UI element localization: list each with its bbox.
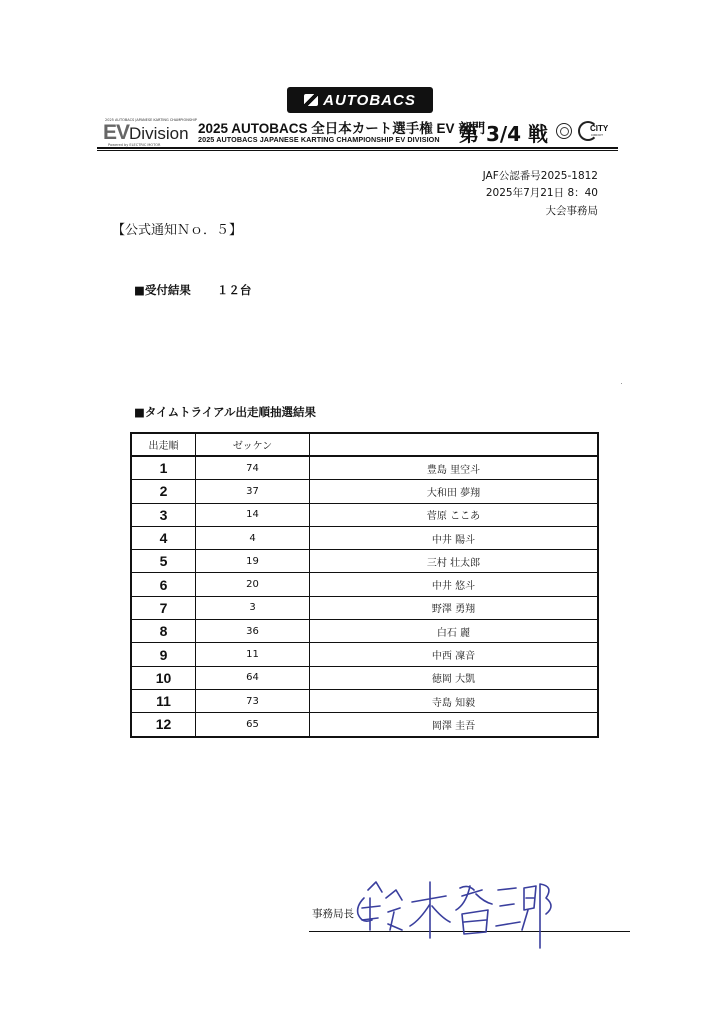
city-logo-sub: CIRCUIT (591, 133, 603, 137)
number-cell: 37 (196, 480, 310, 503)
start-order-table (130, 432, 599, 738)
table-row (131, 573, 598, 596)
driver-name-cell: 白石 麗 (310, 620, 599, 643)
number-cell: 36 (196, 620, 310, 643)
number-cell: 11 (196, 643, 310, 666)
issue-datetime: 2025年7月21日 8：40 (485, 187, 598, 199)
driver-name-cell: 岡澤 圭吾 (310, 713, 599, 737)
championship-title: 2025 AUTOBACS 全日本カート選手権 EV 部門 (198, 121, 486, 136)
position-cell: 2 (131, 480, 196, 503)
time-trial-title: ■タイムトライアル出走順抽選結果 (134, 405, 316, 419)
col-header-position: 出走順 (131, 433, 196, 456)
table-row (131, 503, 598, 526)
position-cell: 10 (131, 666, 196, 689)
reception-label: ■受付結果 (134, 283, 191, 297)
table-row (131, 643, 598, 666)
number-cell: 19 (196, 550, 310, 573)
signature-label: 事務局長 (312, 908, 354, 920)
table-row (131, 480, 598, 503)
ev-logo-ev: EV (103, 121, 130, 144)
scan-speck (621, 383, 622, 384)
position-cell: 12 (131, 713, 196, 737)
ev-logo-division: Division (129, 124, 189, 143)
number-cell: 65 (196, 713, 310, 737)
position-cell: 9 (131, 643, 196, 666)
position-cell: 8 (131, 620, 196, 643)
table-row (131, 550, 598, 573)
position-cell: 6 (131, 573, 196, 596)
position-cell: 1 (131, 456, 196, 480)
table-row (131, 526, 598, 549)
round-label: 第 3/4 戦 (459, 122, 549, 146)
col-header-name (310, 433, 599, 456)
driver-name-cell: 野澤 勇翔 (310, 596, 599, 619)
position-cell: 7 (131, 596, 196, 619)
header-rule-thin (97, 150, 618, 151)
position-cell: 11 (131, 689, 196, 712)
driver-name-cell: 三村 壮太郎 (310, 550, 599, 573)
autobacs-logo-text: AUTOBACS (323, 91, 416, 109)
issuing-office: 大会事務局 (545, 205, 598, 217)
table-row (131, 456, 598, 480)
col-header-number: ゼッケン (196, 433, 310, 456)
number-cell: 4 (196, 526, 310, 549)
ev-division-logo (103, 122, 189, 145)
driver-name-cell: 徳岡 大凱 (310, 666, 599, 689)
driver-name-cell: 中西 凜音 (310, 643, 599, 666)
number-cell: 3 (196, 596, 310, 619)
table-row (131, 713, 598, 737)
table-row (131, 666, 598, 689)
handwritten-signature (350, 868, 560, 952)
table-row (131, 689, 598, 712)
table-row (131, 596, 598, 619)
championship-subtitle: 2025 AUTOBACS JAPANESE KARTING CHAMPIONSHIP EV DIVISION (198, 135, 440, 144)
number-cell: 74 (196, 456, 310, 480)
position-cell: 3 (131, 503, 196, 526)
reception-result (134, 282, 251, 298)
position-cell: 4 (131, 526, 196, 549)
notice-title: 【公式通知Ｎｏ．５】 (112, 223, 243, 238)
driver-name-cell: 寺島 知毅 (310, 689, 599, 712)
table-header-row (131, 433, 598, 456)
driver-name-cell: 中井 悠斗 (310, 573, 599, 596)
position-cell: 5 (131, 550, 196, 573)
table-row (131, 620, 598, 643)
number-cell: 73 (196, 689, 310, 712)
driver-name-cell: 大和田 夢翔 (310, 480, 599, 503)
jaf-number: JAF公認番号2025-1812 (482, 170, 598, 182)
ev-powered-text: Powered by ELECTRIC MOTOR (108, 143, 161, 147)
city-circuit-logo (578, 121, 612, 141)
number-cell: 20 (196, 573, 310, 596)
autobacs-logo (287, 87, 433, 113)
city-logo-text: CITY (590, 124, 609, 133)
header-rule-thick (97, 147, 618, 149)
number-cell: 64 (196, 666, 310, 689)
ev-division-tiny-text: 2025 AUTOBACS JAPANESE KARTING CHAMPIONSHIP (105, 118, 197, 122)
driver-name-cell: 菅原 ここあ (310, 503, 599, 526)
number-cell: 14 (196, 503, 310, 526)
reception-count: １２台 (216, 283, 252, 297)
driver-name-cell: 中井 陽斗 (310, 526, 599, 549)
jaf-badge-icon (556, 123, 572, 139)
autobacs-wing-icon (304, 94, 318, 106)
driver-name-cell: 豊島 里空斗 (310, 456, 599, 480)
